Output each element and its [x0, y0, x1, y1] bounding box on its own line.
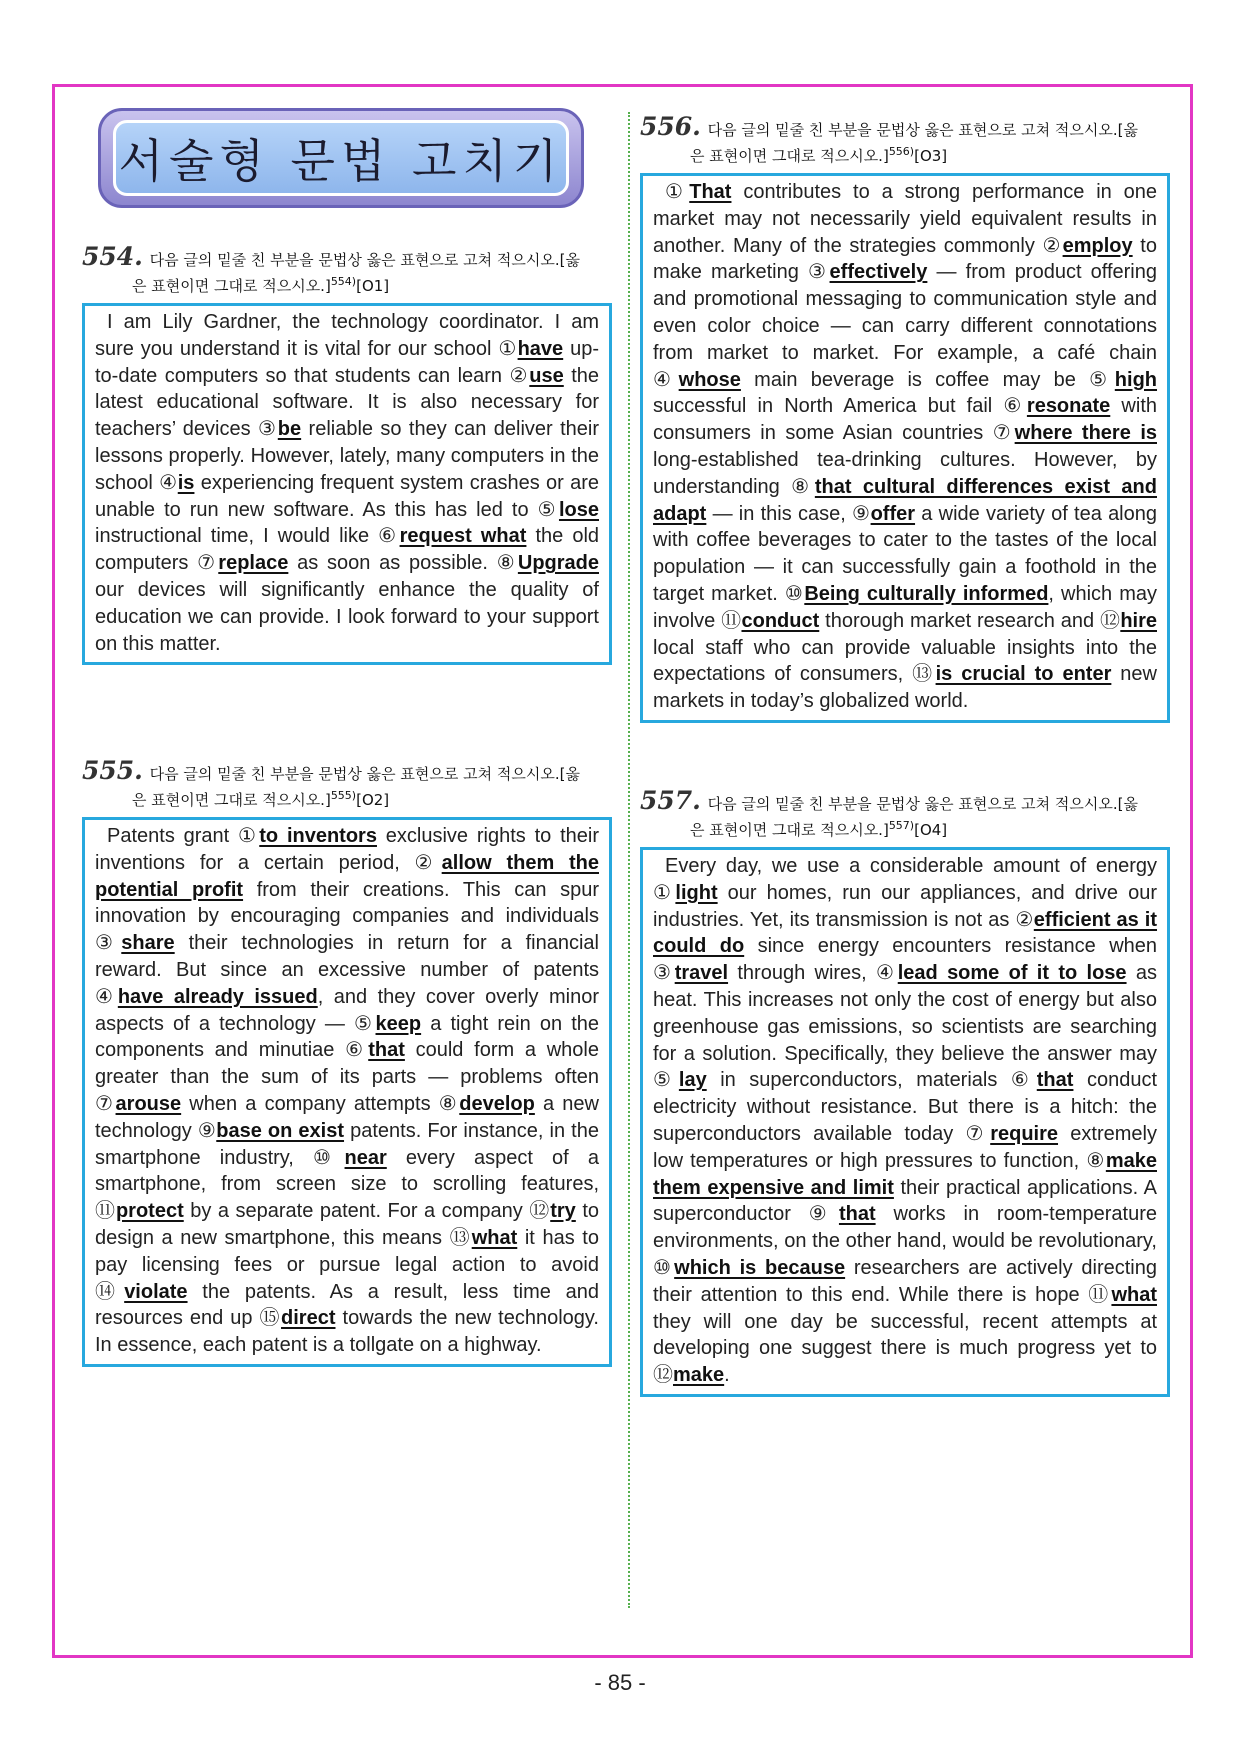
passage-segment: main beverage is coffee may be ⑤ — [740, 368, 1115, 391]
question-code: [O4] — [914, 821, 948, 839]
instruction-line-1: 다음 글의 밑줄 친 부분을 문법상 옳은 표현으로 고쳐 적으시오.[옳 — [149, 251, 580, 269]
underlined-expression: conduct — [741, 609, 820, 632]
underlined-expression: Being culturally informed — [804, 582, 1049, 605]
question-header — [82, 242, 612, 297]
passage-segment: up-to-date computers so that students can learn ② — [95, 337, 599, 387]
reference-mark: 554) — [330, 275, 357, 288]
underlined-expression: high — [1114, 368, 1158, 391]
passage-segment: contributes to a strong performance in one market may not necessarily yield equivalent results in another. Many of the strategies commonly ② — [653, 181, 1157, 257]
page-title: 서술형 문법 고치기 — [118, 134, 564, 188]
passage-text — [95, 823, 599, 1359]
question-number: 555. — [82, 756, 143, 785]
underlined-expression: Upgrade — [517, 552, 599, 575]
underlined-expression: allow them the potential profit — [95, 851, 599, 901]
passage-segment: — in this case, ⑨ — [706, 502, 871, 525]
underlined-expression: direct — [281, 1307, 336, 1330]
passage-segment: new markets in today’s globalized world. — [653, 663, 1157, 713]
passage-segment: a tight rein on the components and minutiae ⑥ — [95, 1012, 599, 1062]
passage-segment: local staff who can provide valuable insights into the expectations of consumers, ⑬ — [653, 636, 1157, 686]
passage-box — [82, 303, 612, 665]
passage-segment: experiencing frequent system crashes or are unable to run new software. As this has led to ⑤ — [95, 471, 599, 521]
passage-segment: exclusive rights to their inventions for a certain period, ② — [95, 825, 599, 874]
underlined-expression: be — [277, 418, 302, 441]
passage-segment: ① — [665, 181, 690, 203]
passage-segment: as soon as possible. ⑧ — [288, 552, 518, 575]
underlined-expression: travel — [674, 962, 729, 985]
underlined-expression: That — [689, 181, 732, 203]
passage-segment: long-established tea-drinking cultures. However, by understanding ⑧ — [653, 448, 1157, 498]
passage-segment: their technologies in return for a financial reward. But since an excessive number of patents ④ — [95, 932, 599, 1008]
passage-segment: towards the new technology. In essence, each patent is a tollgate on a highway. — [95, 1307, 599, 1357]
passage-segment: it has to pay licensing fees or pursue legal action to avoid ⑭ — [95, 1226, 599, 1303]
underlined-expression: whose — [678, 368, 741, 391]
instruction-line-1: 다음 글의 밑줄 친 부분을 문법상 옳은 표현으로 고쳐 적으시오.[옳 — [149, 765, 580, 783]
passage-text — [653, 179, 1157, 715]
passage-segment: a wide variety of tea along with coffee beverages to cater to the tastes of the local population — it can successfully gain a foothold in the target market. ⑩ — [653, 502, 1157, 605]
passage-segment: extremely low temperatures or high pressures to function, ⑧ — [653, 1122, 1157, 1172]
passage-segment: , and they cover overly minor aspects of a technology — ⑤ — [95, 985, 599, 1035]
underlined-expression: lead some of it to lose — [897, 962, 1127, 985]
passage-text — [95, 309, 599, 657]
passage-segment: Every day, we use a considerable amount of energy ① — [653, 855, 1157, 904]
instruction-line-2: 은 표현이면 그대로 적으시오.] — [690, 821, 889, 839]
passage-segment: our devices will significantly enhance the quality of education we can provide. I look forward to your support on this matter. — [95, 578, 599, 655]
passage-segment: our homes, run our appliances, and drive our industries. Yet, its transmission is not as ② — [653, 881, 1157, 931]
underlined-expression: have already issued — [117, 985, 318, 1008]
question-557 — [640, 786, 1170, 1397]
underlined-expression: replace — [218, 552, 289, 575]
underlined-expression: make — [673, 1364, 725, 1387]
underlined-expression: base on exist — [216, 1119, 345, 1142]
underlined-expression: develop — [459, 1092, 535, 1115]
question-number: 556. — [640, 112, 701, 141]
instruction-line-2: 은 표현이면 그대로 적으시오.] — [690, 147, 889, 165]
underlined-expression: hire — [1120, 609, 1157, 632]
question-code: [O1] — [356, 277, 390, 295]
underlined-expression: that cultural differences exist and adapt — [653, 475, 1157, 525]
underlined-expression: lose — [558, 498, 599, 521]
reference-mark: 556) — [888, 145, 915, 158]
underlined-expression: what — [1111, 1283, 1157, 1306]
title-badge-inner — [113, 120, 569, 196]
underlined-expression: make them expensive and limit — [653, 1149, 1157, 1199]
passage-segment: from their creations. This can spur innovation by encouraging companies and individuals ③ — [95, 878, 600, 955]
question-header — [640, 112, 1170, 167]
passage-segment: patents. For instance, in the smartphone industry, ⑩ — [95, 1119, 599, 1169]
passage-segment: researchers are actively directing their attention to this end. While there is hope ⑪ — [653, 1256, 1157, 1306]
instruction-line-2: 은 표현이면 그대로 적으시오.] — [132, 277, 331, 295]
underlined-expression: try — [550, 1200, 576, 1223]
underlined-expression: is — [177, 471, 195, 494]
passage-segment: by a separate patent. For a company ⑫ — [183, 1200, 551, 1223]
underlined-expression: effectively — [829, 261, 928, 284]
passage-segment: . — [724, 1364, 730, 1387]
underlined-expression: require — [990, 1122, 1059, 1145]
page-number: - 85 - — [594, 1670, 646, 1695]
underlined-expression: use — [529, 364, 564, 387]
passage-segment: successful in North America but fail ⑥ — [653, 395, 1027, 418]
passage-segment: instructional time, I would like ⑥ — [95, 525, 400, 548]
passage-segment: since energy encounters resistance when ③ — [653, 935, 1158, 985]
passage-segment: the latest educational software. It is also necessary for teachers’ devices ③ — [95, 364, 600, 441]
underlined-expression: is crucial to enter — [935, 663, 1112, 686]
reference-mark: 555) — [330, 789, 357, 802]
passage-segment: could form a whole greater than the sum of its parts — problems often ⑦ — [95, 1039, 599, 1115]
underlined-expression: share — [121, 932, 175, 955]
underlined-expression: arouse — [115, 1092, 182, 1115]
question-header — [640, 786, 1170, 841]
underlined-expression: that — [838, 1203, 876, 1226]
question-number: 557. — [640, 786, 701, 815]
passage-segment: with consumers in some Asian countries ⑦ — [653, 395, 1157, 445]
underlined-expression: violate — [124, 1280, 188, 1303]
instruction-line-1: 다음 글의 밑줄 친 부분을 문법상 옳은 표현으로 고쳐 적으시오.[옳 — [707, 121, 1138, 139]
underlined-expression: lay — [678, 1069, 707, 1092]
passage-segment: the old computers ⑦ — [95, 525, 600, 575]
passage-segment: — from product offering and promotional messaging to communication style and even color choice — can carry different connotations from market to market. For example, a café chain ④ — [653, 261, 1157, 391]
title-badge — [98, 108, 584, 208]
passage-text — [653, 853, 1157, 1389]
underlined-expression: to inventors — [259, 825, 377, 847]
passage-segment: reliable so they can deliver their lessons properly. However, lately, many computers in the school ④ — [95, 418, 599, 494]
question-header — [82, 756, 612, 811]
passage-segment: a new technology ⑨ — [95, 1092, 599, 1142]
underlined-expression: near — [344, 1146, 387, 1169]
passage-box — [640, 173, 1170, 723]
reference-mark: 557) — [888, 819, 915, 832]
question-554 — [82, 242, 612, 665]
passage-box — [640, 847, 1170, 1397]
underlined-expression: that — [368, 1039, 405, 1062]
underlined-expression: have — [517, 337, 564, 360]
question-code: [O3] — [914, 147, 948, 165]
question-code: [O2] — [356, 791, 390, 809]
passage-segment: through wires, ④ — [728, 962, 898, 985]
underlined-expression: which is because — [674, 1256, 846, 1279]
passage-box — [82, 817, 612, 1367]
underlined-expression: resonate — [1026, 395, 1111, 418]
underlined-expression: protect — [115, 1200, 184, 1223]
column-divider — [628, 112, 630, 1608]
underlined-expression: that — [1036, 1069, 1074, 1092]
passage-segment: , which may involve ⑪ — [653, 582, 1157, 632]
underlined-expression: keep — [375, 1012, 422, 1035]
instruction-line-2: 은 표현이면 그대로 적으시오.] — [132, 791, 331, 809]
question-556 — [640, 112, 1170, 723]
underlined-expression: offer — [870, 502, 916, 525]
passage-segment: Patents grant ① — [107, 825, 260, 847]
passage-segment: to make marketing ③ — [653, 234, 1157, 284]
underlined-expression: request what — [399, 525, 527, 548]
passage-segment: in superconductors, materials ⑥ — [706, 1069, 1037, 1092]
underlined-expression: light — [675, 881, 718, 904]
passage-segment: thorough market research and ⑫ — [819, 609, 1121, 632]
question-number: 554. — [82, 242, 143, 271]
passage-segment: they will one day be successful, recent attempts at developing one suggest there is much progress yet to ⑫ — [653, 1310, 1157, 1387]
passage-segment: when a company attempts ⑧ — [181, 1092, 460, 1115]
passage-segment: I am Lily Gardner, the technology coordinator. I am sure you understand it is vital for our school ① — [95, 311, 599, 360]
passage-segment: to design a new smartphone, this means ⑬ — [95, 1200, 599, 1249]
question-555 — [82, 756, 612, 1367]
passage-segment: works in room-temperature environments, on the other hand, would be revolutionary, ⑩ — [653, 1203, 1157, 1279]
underlined-expression: efficient as it could do — [653, 908, 1158, 958]
passage-segment: conduct electricity without resistance. But there is a hitch: the superconductors available today ⑦ — [653, 1069, 1157, 1145]
underlined-expression: employ — [1062, 234, 1133, 257]
passage-segment: their practical applications. A superconductor ⑨ — [653, 1176, 1157, 1226]
passage-segment: every aspect of a smartphone, from screen size to scrolling features, ⑪ — [95, 1146, 599, 1223]
instruction-line-1: 다음 글의 밑줄 친 부분을 문법상 옳은 표현으로 고쳐 적으시오.[옳 — [707, 795, 1138, 813]
passage-segment: as heat. This increases not only the cost of energy but also greenhouse gas emissions, so scientists are searching for a solution. Specifically, they believe the answer may ⑤ — [653, 962, 1157, 1092]
underlined-expression: what — [471, 1226, 518, 1249]
underlined-expression: where there is — [1014, 422, 1157, 445]
passage-segment: the patents. As a result, less time and resources end up ⑮ — [95, 1280, 599, 1330]
